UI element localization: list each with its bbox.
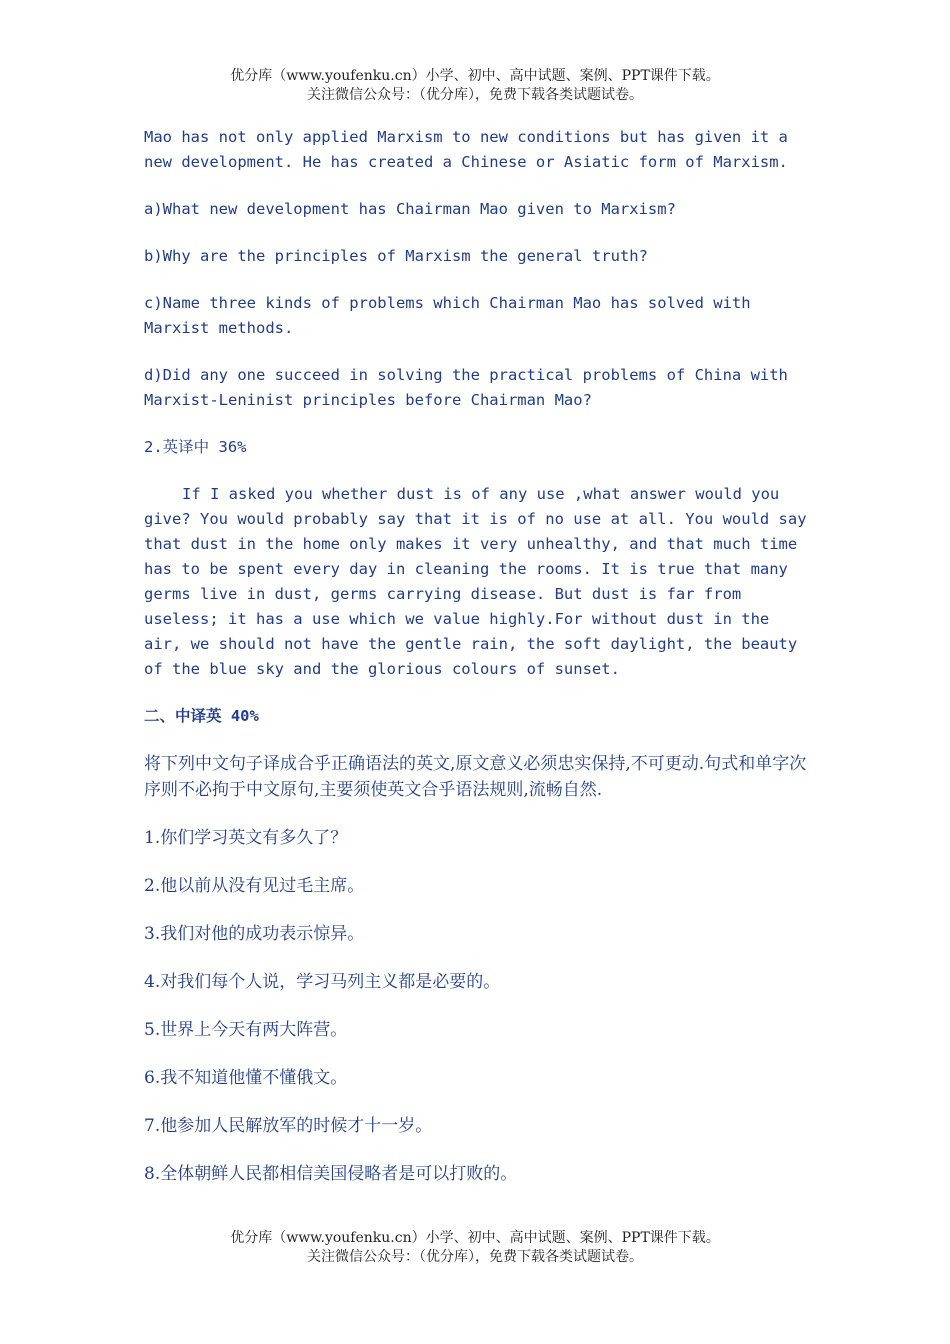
sentence-5: 5.世界上今天有两大阵营。 (144, 1020, 348, 1040)
page-footer (0, 1229, 950, 1267)
part-2-heading: 二、中译英 40% (144, 707, 259, 725)
part-2-instructions: 将下列中文句子译成合乎正确语法的英文,原文意义必须忠实保持,不可更动.句式和单字次序则不必拘于中文原句,主要须使英文合乎语法规则,流畅自然. (144, 754, 807, 800)
sentence-8: 8.全体朝鲜人民都相信美国侵略者是可以打败的。 (144, 1164, 518, 1184)
footer-line-1: 优分库（www.youfenku.cn）小学、初中、高中试题、案例、PPT课件下载。 (230, 1230, 720, 1246)
sentence-2: 2.他以前从没有见过毛主席。 (144, 876, 365, 896)
question-d: d)Did any one succeed in solving the practical problems of China with Marxist-Leninist principles before Chairman Mao? (144, 366, 798, 409)
passage-1: Mao has not only applied Marxism to new conditions but has given it a new development. He has created a Chinese or Asiatic form of Marxism. (144, 128, 798, 171)
question-c: c)Name three kinds of problems which Chairman Mao has solved with Marxist methods. (144, 294, 760, 337)
footer-line-2: 关注微信公众号：（优分库），免费下载各类试题试卷。 (307, 1249, 643, 1265)
section-2-label: 2.英译中 36% (144, 438, 247, 456)
header-line-1: 优分库（www.youfenku.cn）小学、初中、高中试题、案例、PPT课件下载。 (230, 68, 720, 84)
document-body (144, 125, 816, 1209)
sentence-4: 4.对我们每个人说，学习马列主义都是必要的。 (144, 972, 501, 992)
page-header (0, 67, 950, 105)
sentence-6: 6.我不知道他懂不懂俄文。 (144, 1068, 348, 1088)
header-line-2: 关注微信公众号：（优分库），免费下载各类试题试卷。 (307, 87, 643, 103)
question-a: a)What new development has Chairman Mao given to Marxism? (144, 200, 676, 218)
sentence-1: 1.你们学习英文有多久了？ (144, 828, 348, 848)
question-b: b)Why are the principles of Marxism the general truth? (144, 247, 648, 265)
sentence-3: 3.我们对他的成功表示惊异。 (144, 924, 365, 944)
sentence-7: 7.他参加人民解放军的时候才十一岁。 (144, 1116, 433, 1136)
passage-2: If I asked you whether dust is of any use ,what answer would you give? You would probably say that it is of no use at all. You would say that dust in the home only makes it very unhealthy, and that much time has to be spent every day in cleaning the rooms. It is true that many germs live in dust, germs carrying disease. But dust is far from useless; it has a use which we value highly.For without dust in the air, we should not have the gentle rain, the soft daylight, the beauty of the blue sky and the glorious colours of sunset. (144, 485, 816, 678)
